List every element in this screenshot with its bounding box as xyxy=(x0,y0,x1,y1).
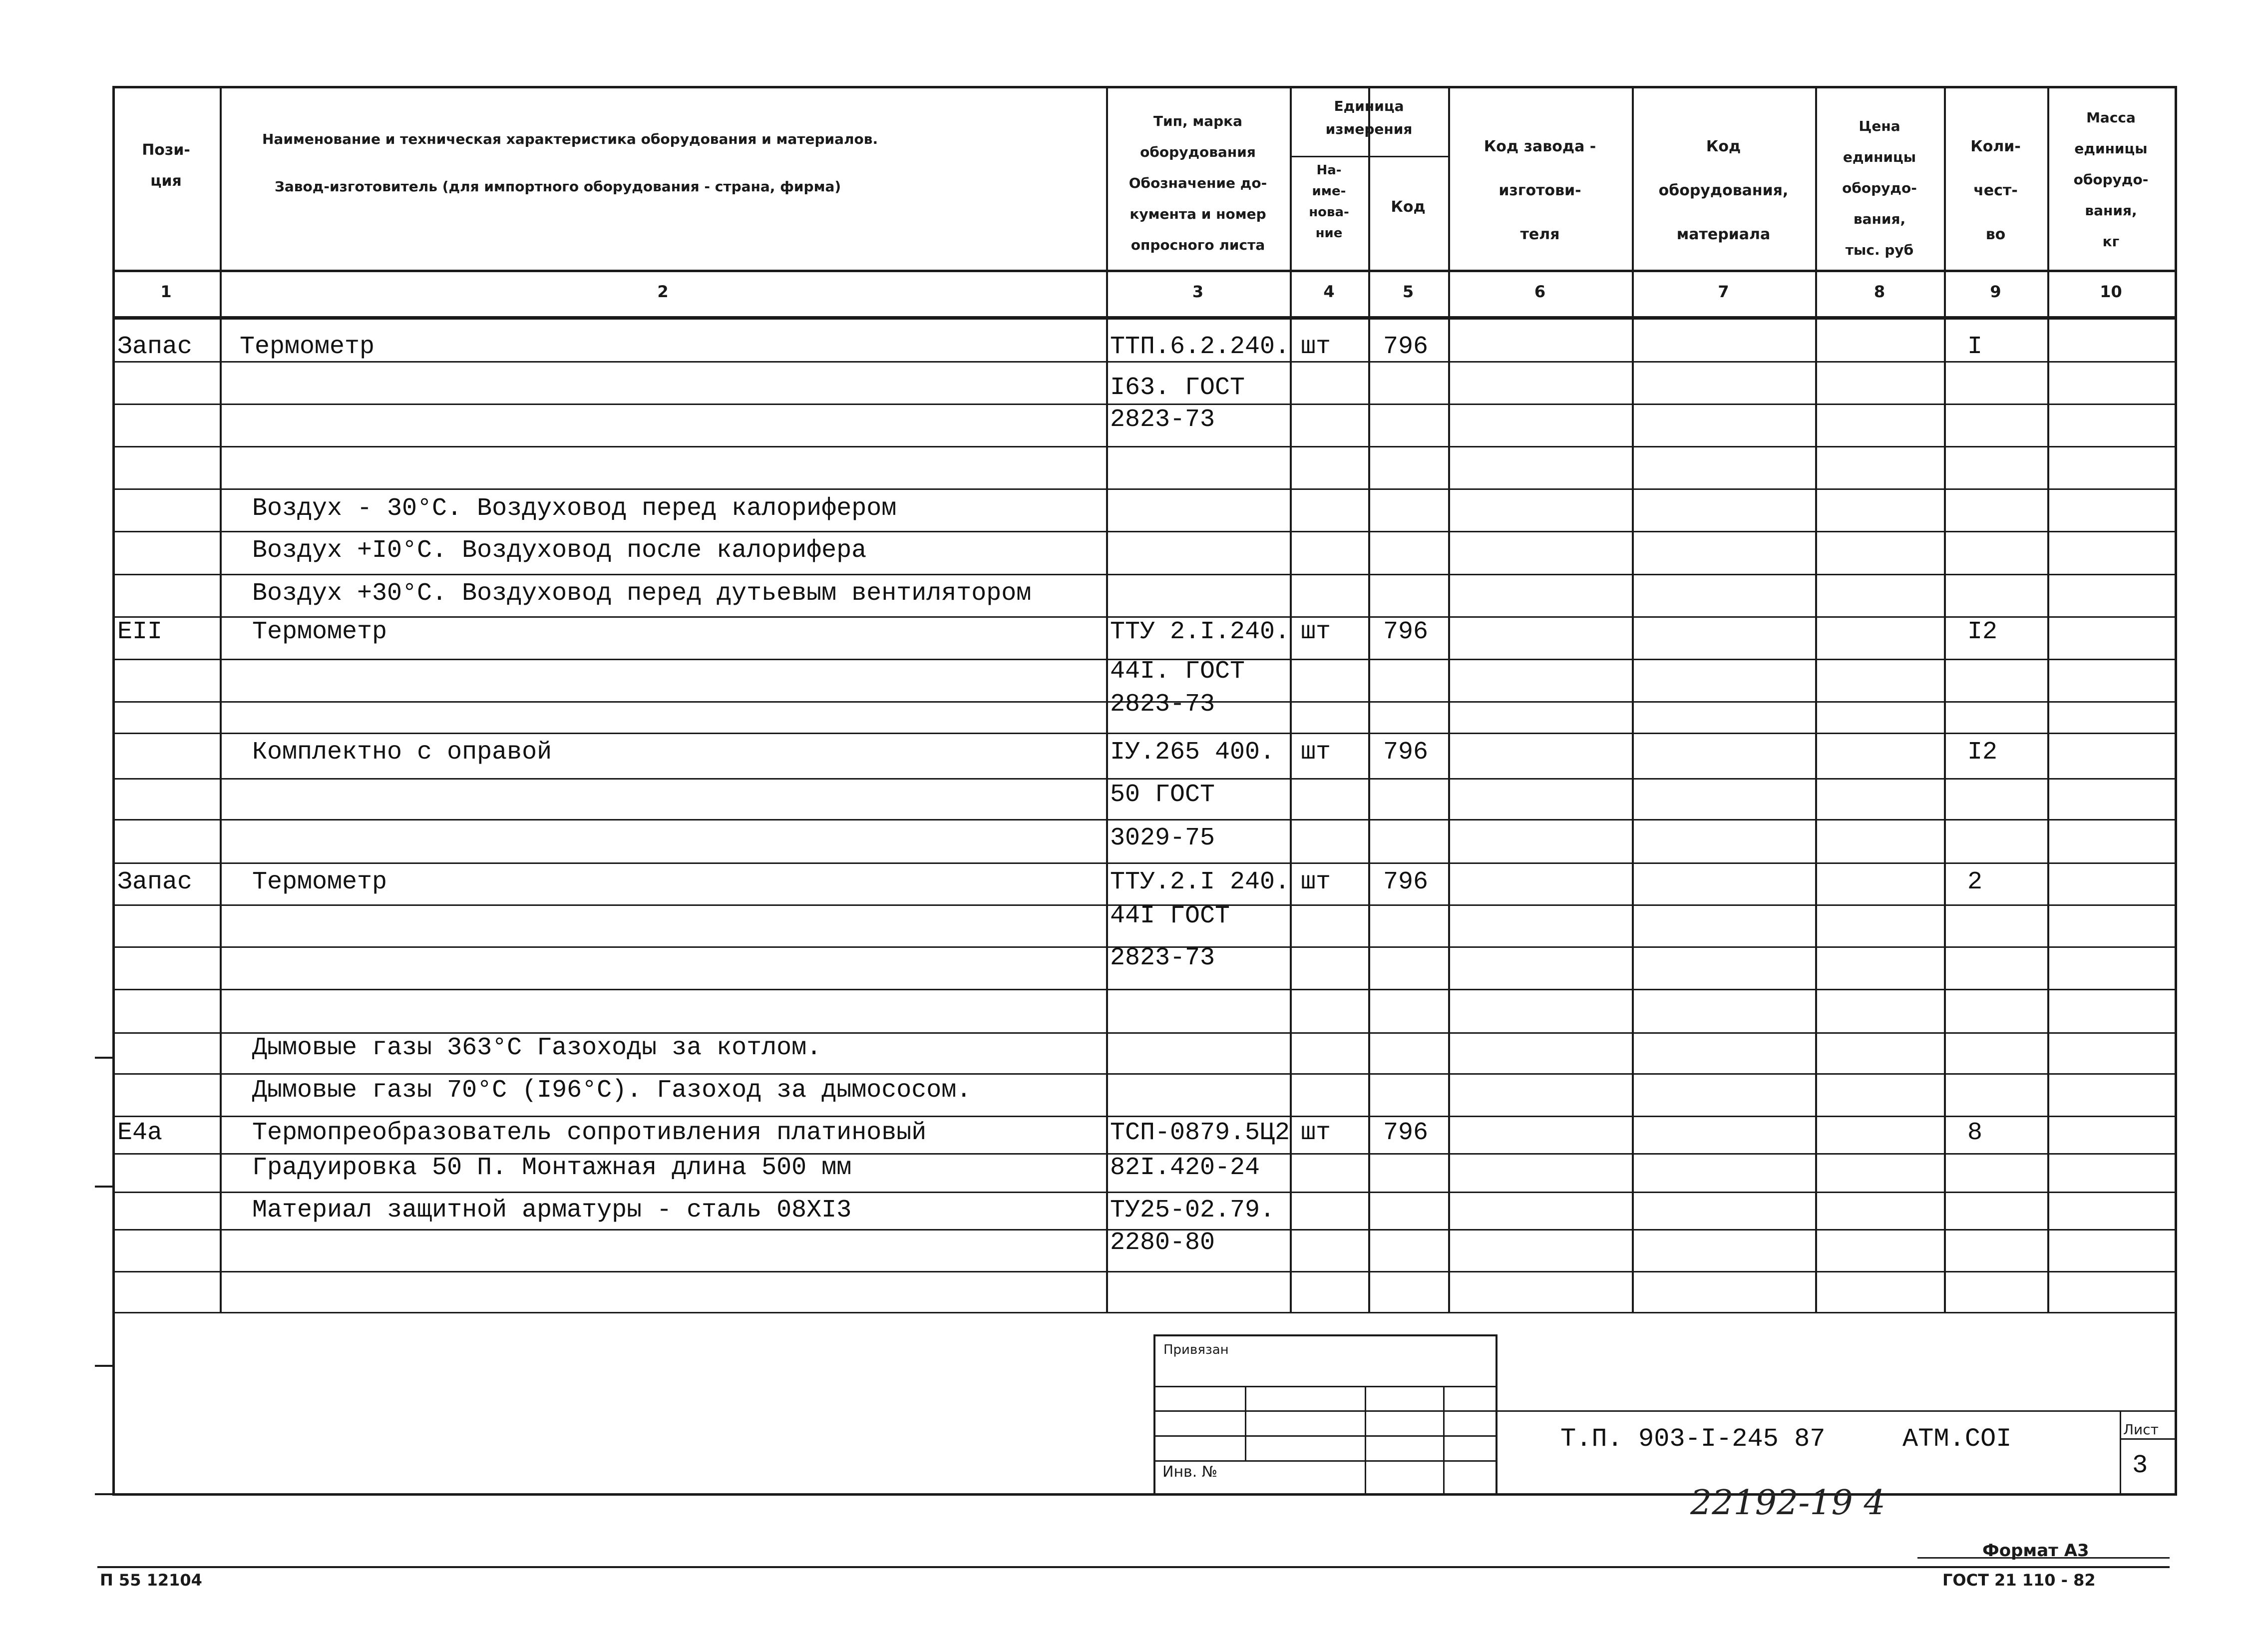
left-footer-code: П 55 12104 xyxy=(100,1571,202,1590)
column-number: 8 xyxy=(1874,282,1885,301)
row-line xyxy=(112,1312,2175,1313)
row-quantity: I xyxy=(1967,333,1983,361)
gost-footer: ГОСТ 21 110 - 82 xyxy=(1942,1571,2096,1590)
header-manufacturer: Завод-изготовитель (для импортного оборудования - страна, фирма) xyxy=(275,178,841,195)
column-number: 6 xyxy=(1534,282,1546,301)
row-line xyxy=(112,1271,2175,1272)
row-type: 2823-73 xyxy=(1110,944,1215,972)
row-unit-code: 796 xyxy=(1383,738,1429,767)
row-position: Е4а xyxy=(117,1119,163,1147)
row-quantity: 2 xyxy=(1967,868,1983,896)
header-position: Пози- ция xyxy=(142,141,190,190)
sheet-box-mid xyxy=(2120,1438,2175,1440)
row-name: Комплектно с оправой xyxy=(252,738,552,767)
row-name: Воздух +30°С. Воздуховод перед дутьевым вентилятором xyxy=(252,579,1032,608)
header-unit-code: Код xyxy=(1391,198,1426,216)
row-name: Воздух - 30°С. Воздуховод перед калорифером xyxy=(252,494,897,523)
row-name: Термопреобразователь сопротивления платиновый xyxy=(252,1119,927,1147)
column-line xyxy=(1815,86,1817,1312)
privyazan-label: Привязан xyxy=(1163,1342,1229,1357)
row-line xyxy=(112,574,2175,575)
row-type: ТСП-0879.5Ц2 xyxy=(1110,1119,1290,1147)
row-line xyxy=(112,819,2175,821)
row-line xyxy=(112,1116,2175,1117)
row-name: Дымовые газы 363°С Газоходы за котлом. xyxy=(252,1034,822,1062)
row-line xyxy=(112,862,2175,864)
row-type: ТТП.6.2.240. xyxy=(1110,333,1290,361)
column-number: 3 xyxy=(1192,282,1204,301)
numbers-bottom-line xyxy=(112,316,2175,320)
header-equipment-code: Код оборудования, материала xyxy=(1658,138,1789,243)
column-line xyxy=(220,86,222,1312)
column-number: 10 xyxy=(2100,282,2122,301)
column-line xyxy=(1290,86,1292,1312)
header-factory-code: Код завода - изготови- теля xyxy=(1484,138,1596,243)
row-unit-code: 796 xyxy=(1383,868,1429,896)
row-unit: шт xyxy=(1301,333,1331,361)
row-type: ТТУ.2.I 240. xyxy=(1110,868,1290,896)
margin-tick xyxy=(95,1186,112,1188)
row-type: I63. ГОСТ xyxy=(1110,374,1245,402)
row-quantity: I2 xyxy=(1967,738,1998,767)
stamp-line xyxy=(1153,1334,1496,1336)
frame-top xyxy=(112,86,2175,88)
row-type: 3029-75 xyxy=(1110,824,1215,852)
column-number: 4 xyxy=(1323,282,1335,301)
frame-right xyxy=(2175,86,2177,1496)
column-number: 5 xyxy=(1402,282,1414,301)
row-position: ЕII xyxy=(117,618,163,646)
column-line xyxy=(1368,86,1370,1312)
row-type: 50 ГОСТ xyxy=(1110,781,1215,809)
row-quantity: 8 xyxy=(1967,1119,1983,1147)
document-code: АТМ.СОI xyxy=(1902,1424,2012,1454)
row-unit: шт xyxy=(1301,868,1331,896)
row-line xyxy=(112,488,2175,490)
project-number: Т.П. 903-I-245 87 xyxy=(1560,1424,1826,1454)
title-block-top xyxy=(1496,1410,2175,1412)
row-unit-code: 796 xyxy=(1383,618,1429,646)
row-line xyxy=(112,1073,2175,1075)
row-line xyxy=(112,1192,2175,1193)
header-name: Наименование и техническая характеристика оборудования и материалов. xyxy=(262,131,878,147)
column-line xyxy=(1632,86,1634,1312)
row-name: Дымовые газы 70°С (I96°С). Газоход за дымососом. xyxy=(252,1076,972,1105)
margin-tick xyxy=(95,1365,112,1367)
stamp-line xyxy=(1245,1386,1246,1460)
row-line xyxy=(112,446,2175,447)
row-type: 2823-73 xyxy=(1110,690,1215,719)
row-name: Термометр xyxy=(252,868,387,896)
sheet-label: Лист xyxy=(2123,1421,2159,1438)
handwritten-number: 22192-19 4 xyxy=(1690,1483,1885,1523)
row-position: Запас xyxy=(117,333,193,361)
row-type: 44I ГОСТ xyxy=(1110,902,1230,930)
header-quantity: Коли- чест- во xyxy=(1970,138,2021,243)
row-type: IУ.265 400. xyxy=(1110,738,1275,767)
column-line xyxy=(1106,86,1108,1312)
row-unit: шт xyxy=(1301,618,1331,646)
row-unit-code: 796 xyxy=(1383,333,1429,361)
margin-tick xyxy=(95,1493,112,1495)
footer-line xyxy=(97,1566,2170,1568)
row-type: 2280-80 xyxy=(1110,1229,1215,1257)
stamp-line xyxy=(1365,1386,1366,1493)
row-name: Воздух +I0°С. Воздуховод после калорифера xyxy=(252,536,867,565)
row-name: Градуировка 50 П. Монтажная длина 500 мм xyxy=(252,1154,852,1182)
header-type: Тип, марка оборудования Обозначение до- кумента и номер опросного листа xyxy=(1128,113,1267,253)
column-line xyxy=(1448,86,1450,1312)
row-unit: шт xyxy=(1301,738,1331,767)
row-name: Термометр xyxy=(252,618,387,646)
row-unit-code: 796 xyxy=(1383,1119,1429,1147)
row-name: Термометр xyxy=(240,333,375,361)
row-type: ТУ25-02.79. xyxy=(1110,1196,1275,1225)
row-line xyxy=(112,989,2175,990)
column-number: 9 xyxy=(1990,282,2001,301)
sheet-number: 3 xyxy=(2132,1451,2148,1480)
header-unit: Единица измерения xyxy=(1325,98,1413,137)
row-type: 82I.420-24 xyxy=(1110,1154,1260,1182)
column-number: 1 xyxy=(160,282,172,301)
row-type: 2823-73 xyxy=(1110,406,1215,434)
inventory-label: Инв. № xyxy=(1162,1463,1218,1481)
sheet-box-left xyxy=(2120,1410,2121,1493)
row-unit: шт xyxy=(1301,1119,1331,1147)
header-bottom-line xyxy=(112,270,2175,272)
column-line xyxy=(1944,86,1946,1312)
row-line xyxy=(112,361,2175,363)
row-line xyxy=(112,733,2175,734)
row-line xyxy=(112,778,2175,780)
row-type: 44I. ГОСТ xyxy=(1110,657,1245,686)
stamp-line xyxy=(1153,1334,1155,1493)
row-line xyxy=(112,531,2175,532)
stamp-line xyxy=(1496,1334,1498,1493)
row-position: Запас xyxy=(117,868,193,896)
row-type: ТТУ 2.I.240. xyxy=(1110,618,1290,646)
column-line xyxy=(2047,86,2049,1312)
column-number: 2 xyxy=(657,282,669,301)
row-name: Материал защитной арматуры - сталь 08ХI3 xyxy=(252,1196,852,1225)
row-line xyxy=(112,404,2175,405)
header-mass: Масса единицы оборудо- вания, кг xyxy=(2073,109,2149,250)
column-number: 7 xyxy=(1718,282,1729,301)
stamp-line xyxy=(1443,1386,1445,1493)
unit-subheader-line xyxy=(1290,156,1448,157)
margin-tick xyxy=(95,1057,112,1059)
header-price: Цена единицы оборудо- вания, тыс. руб xyxy=(1842,118,1917,258)
format-label: Формат А3 xyxy=(1982,1541,2089,1561)
header-unit-name: На- име- нова- ние xyxy=(1309,163,1349,241)
row-quantity: I2 xyxy=(1967,618,1998,646)
